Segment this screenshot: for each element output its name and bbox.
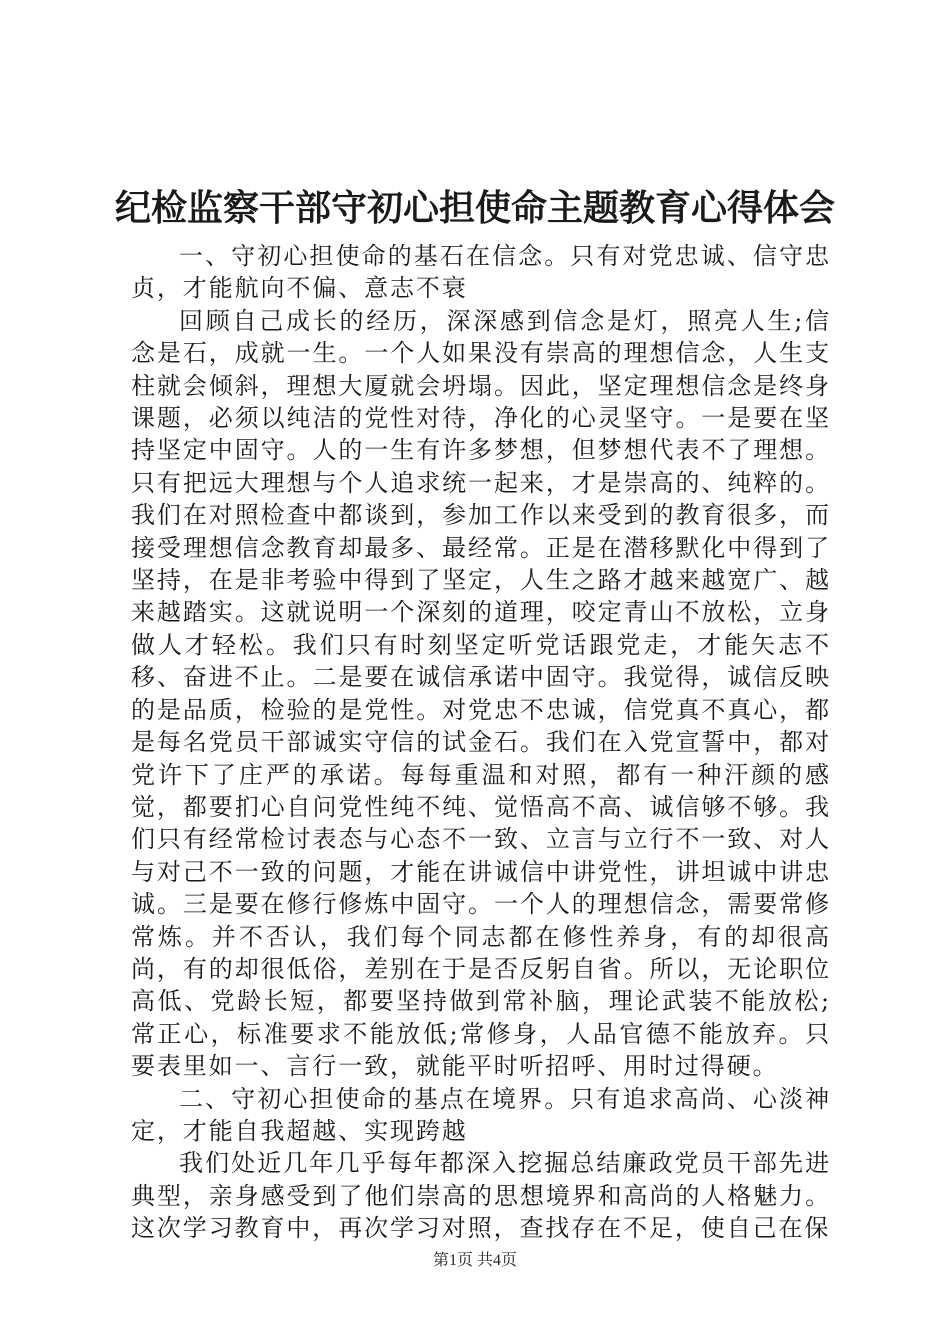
document-title: 纪检监察干部守初心担使命主题教育心得体会 <box>114 187 835 229</box>
paragraph-heading-1: 一、守初心担使命的基石在信念。只有对党忠诚、信守忠贞，才能航向不偏、意志不衰 <box>131 242 831 303</box>
document-body <box>131 240 831 1245</box>
paragraph-body-1: 回顾自己成长的经历，深深感到信念是灯，照亮人生;信念是石，成就一生。一个人如果没有崇高的理想信念，人生支柱就会倾斜，理想大厦就会坍塌。因此，坚定理想信念是终身课题，必须以纯洁的党性对待，净化的心灵坚守。一是要在坚持坚定中固守。人的一生有许多梦想，但梦想代表不了理想。只有把远大理想与个人追求统一起来，才是崇高的、纯粹的。我们在对照检查中都谈到，参加工作以来受到的教育很多，而接受理想信念教育却最多、最经常。正是在潜移默化中得到了坚持，在是非考验中得到了坚定，人生之路才越来越宽广、越来越踏实。这就说明一个深刻的道理，咬定青山不放松，立身做人才轻松。我们只有时刻坚定听党话跟党走，才能矢志不移、奋进不止。二是要在诚信承诺中固守。我觉得，诚信反映的是品质，检验的是党性。对党忠不忠诚，信党真不真心，都是每名党员干部诚实守信的试金石。我们在入党宣誓中，都对党许下了庄严的承诺。每每重温和对照，都有一种汗颜的感觉，都要扪心自问党性纯不纯、觉悟高不高、诚信够不够。我们只有经常检讨表态与心态不一致、立言与立行不一致、对人与对己不一致的问题，才能在讲诚信中讲党性，讲坦诚中讲忠诚。三是要在修行修炼中固守。一个人的理想信念，需要常修常炼。并不否认，我们每个同志都在修性养身，有的却很高尚，有的却很低俗，差别在于是否反躬自省。所以，无论职位高低、党龄长短，都要坚持做到常补脑，理论武装不能放松;常正心，标准要求不能放低;常修身，人品官德不能放弃。只要表里如一、言行一致，就能平时听招呼、用时过得硬。 <box>131 306 831 1081</box>
paragraph-heading-2: 二、守初心担使命的基点在境界。只有追求高尚、心淡神定，才能自我超越、实现跨越 <box>131 1084 831 1145</box>
paragraph-body-2: 我们处近几年几乎每年都深入挖掘总结廉政党员干部先进典型，亲身感受到了他们崇高的思想境界和高尚的人格魅力。这次学习教育中，再次学习对照，查找存在不足，使自己在保 <box>131 1149 831 1243</box>
page-number-footer: 第1页 共4页 <box>432 1252 517 1269</box>
